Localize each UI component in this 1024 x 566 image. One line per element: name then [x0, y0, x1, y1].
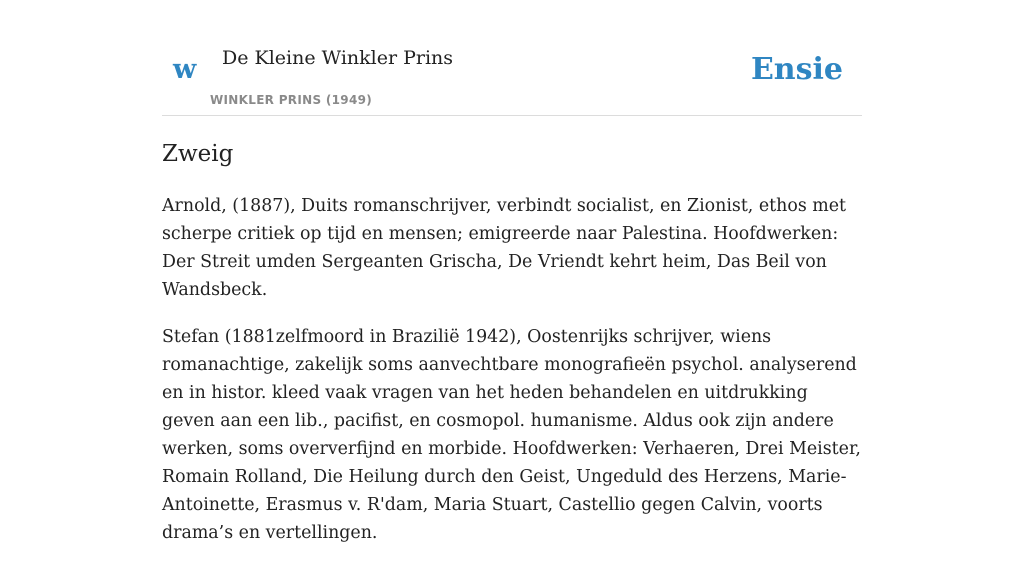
entry-paragraph-arnold: Arnold, (1887), Duits romanschrijver, verbindt socialist, en Zionist, ethos met scherpe critiek op tijd en mensen; emigreerde naar Palestina. Hoofdwerken: Der Streit umden Sergeanten Grischa, De Vriendt kehrt heim, Das Beil von Wandsbeck. — [162, 196, 847, 300]
entry-content — [162, 192, 862, 566]
source-title[interactable]: De Kleine Winkler Prins — [222, 47, 454, 69]
ensie-logo[interactable]: Ensie — [750, 52, 843, 87]
winkler-prins-logo-icon[interactable]: w — [173, 54, 197, 85]
entry-title: Zweig — [162, 141, 234, 167]
entry-paragraph-stefan: Stefan (1881zelfmoord in Brazilië 1942), Oostenrijks schrijver, wiens romanachtige, zakelijk soms aanvechtbare monografieën psychol. analyserend en in histor. kleed vaak vragen van het heden behandelen en uitdrukking geven aan een lib., pacifist, en cosmopol. humanisme. Aldus ook zijn andere werken, soms oververfijnd en morbide. Hoofdwerken: Verhaeren, Drei Meister, Romain Rolland, Die Heilung durch den Geist, Ungeduld des Herzens, Marie-Antoinette, Erasmus v. R'dam, Maria Stuart, Castellio gegen Calvin, voorts drama’s en vertellingen. — [162, 327, 861, 543]
source-subtitle: WINKLER PRINS (1949) — [210, 93, 373, 107]
source-header — [162, 0, 862, 116]
